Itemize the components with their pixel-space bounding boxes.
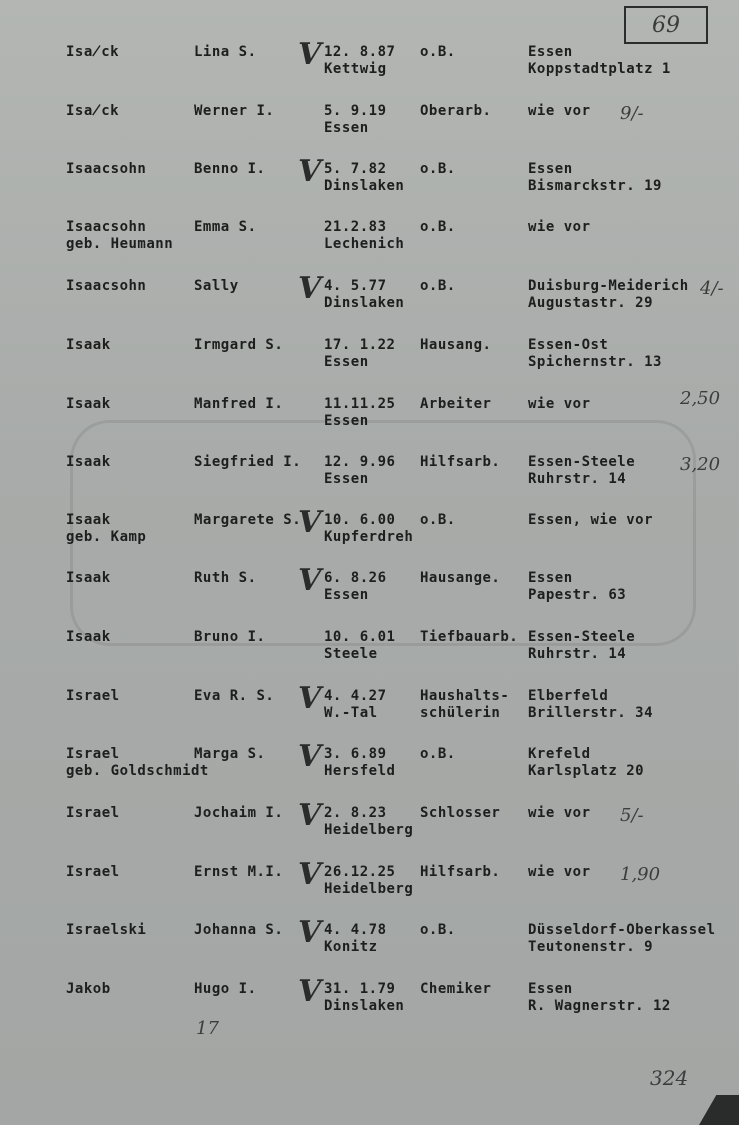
birth-place-text: Essen (324, 354, 369, 370)
occupation-text: Schlosser (420, 805, 501, 821)
surname-text: Isaak (66, 454, 111, 470)
residence-text: wie vor (528, 805, 591, 821)
occupation-text: o.B. (420, 512, 456, 528)
residence-line2-text: Augustastr. 29 (528, 295, 654, 311)
birth-place-text: Essen (324, 471, 369, 487)
surname-text: Israel (66, 746, 120, 762)
birth-date-text: 4. 4.27 (324, 688, 387, 704)
handwritten-note: 3,20 (680, 454, 721, 475)
residence-line2-text: Ruhrstr. 14 (528, 646, 627, 662)
handwritten-note: 4/- (700, 278, 724, 299)
birth-date-text: 2. 8.23 (324, 805, 387, 821)
given-name-text: Johanna S. (194, 922, 284, 938)
residence-text: wie vor (528, 864, 591, 880)
surname-text: Israel (66, 864, 120, 880)
page-number: 69 (652, 12, 680, 38)
birth-place-text: Steele (324, 646, 378, 662)
given-name-text: Irmgard S. (194, 337, 284, 353)
given-name-text: Ruth S. (194, 570, 257, 586)
surname-text: Isaacsohn (66, 219, 147, 235)
birth-date-text: 6. 8.26 (324, 570, 387, 586)
check-mark-icon: V (298, 739, 322, 774)
register-entry (0, 681, 739, 746)
residence-line2-text: Teutonenstr. 9 (528, 939, 654, 955)
occupation-text: o.B. (420, 278, 456, 294)
residence-text: Krefeld (528, 746, 591, 762)
birth-date-text: 17. 1.22 (324, 337, 396, 353)
residence-line2-text: R. Wagnerstr. 12 (528, 998, 671, 1014)
birth-place-text: W.-Tal (324, 705, 378, 721)
given-name-text: Sally (194, 278, 239, 294)
register-entry (0, 37, 739, 102)
residence-text: Düsseldorf-Oberkassel (528, 922, 716, 938)
surname-text: Isaak (66, 570, 111, 586)
check-mark-icon: V (298, 37, 322, 72)
given-name-text: Emma S. (194, 219, 257, 235)
residence-text: Essen-Steele (528, 629, 636, 645)
given-name-text: Manfred I. (194, 396, 284, 412)
given-name-text: Ernst M.I. (194, 864, 284, 880)
given-name-text: Eva R. S. (194, 688, 275, 704)
check-mark-icon: V (298, 857, 322, 892)
check-mark-icon: V (298, 974, 322, 1009)
register-entry (0, 219, 739, 277)
birth-date-text: 5. 7.82 (324, 161, 387, 177)
birth-date-text: 12. 9.96 (324, 454, 396, 470)
check-mark-icon: V (298, 154, 322, 189)
occupation-text: o.B. (420, 161, 456, 177)
birth-date-text: 4. 4.78 (324, 922, 387, 938)
check-mark-icon: V (298, 681, 322, 716)
footer-left-mark: 17 (196, 1018, 219, 1039)
occupation-text: Hausange. (420, 570, 501, 586)
surname-text: Isaak (66, 337, 111, 353)
birth-date-text: 26.12.25 (324, 864, 396, 880)
check-mark-icon: V (298, 505, 322, 540)
handwritten-note: 2,50 (680, 388, 721, 409)
birth-place-text: Kettwig (324, 61, 387, 77)
surname-text: Isa̸ck (66, 44, 120, 60)
register-entry (0, 798, 739, 863)
occupation-text: Chemiker (420, 981, 492, 997)
birth-place-text: Dinslaken (324, 178, 405, 194)
surname-text: Isaacsohn (66, 278, 147, 294)
residence-text: Essen-Steele (528, 454, 636, 470)
surname-line2-text: geb. Heumann (66, 236, 174, 252)
register-entry (0, 103, 739, 161)
birth-date-text: 31. 1.79 (324, 981, 396, 997)
given-name-text: Werner I. (194, 103, 275, 119)
check-mark-icon: V (298, 798, 322, 833)
residence-line2-text: Karlsplatz 20 (528, 763, 645, 779)
surname-text: Israel (66, 688, 120, 704)
residence-line2-text: Koppstadtplatz 1 (528, 61, 671, 77)
birth-date-text: 4. 5.77 (324, 278, 387, 294)
surname-text: Israelski (66, 922, 147, 938)
footer-right-mark: 324 (650, 1066, 689, 1090)
residence-text: Essen-Ost (528, 337, 609, 353)
occupation-text: Hilfsarb. (420, 864, 501, 880)
birth-place-text: Heidelberg (324, 822, 414, 838)
register-entry (0, 271, 739, 336)
birth-place-text: Lechenich (324, 236, 405, 252)
residence-text: Essen (528, 570, 573, 586)
surname-text: Isa̸ck (66, 103, 120, 119)
given-name-text: Margarete S. (194, 512, 302, 528)
surname-text: Jakob (66, 981, 111, 997)
occupation-text: Haushalts- (420, 688, 510, 704)
occupation-text: Oberarb. (420, 103, 492, 119)
check-mark-icon: V (298, 271, 322, 306)
register-entry (0, 337, 739, 395)
birth-place-text: Dinslaken (324, 295, 405, 311)
given-name-text: Benno I. (194, 161, 266, 177)
birth-place-text: Essen (324, 413, 369, 429)
register-entry (0, 388, 739, 454)
occupation-text: o.B. (420, 922, 456, 938)
surname-line2-text: geb. Kamp (66, 529, 147, 545)
register-entry (0, 915, 739, 980)
given-name-text: Marga S. (194, 746, 266, 762)
occupation-text: o.B. (420, 746, 456, 762)
birth-date-text: 3. 6.89 (324, 746, 387, 762)
occupation-text: Tiefbauarb. (420, 629, 519, 645)
surname-text: Israel (66, 805, 120, 821)
birth-place-text: Konitz (324, 939, 378, 955)
birth-place-text: Dinslaken (324, 998, 405, 1014)
handwritten-note: 5/- (620, 805, 644, 826)
residence-text: wie vor (528, 219, 591, 235)
register-entry (0, 505, 739, 570)
given-name-text: Siegfried I. (194, 454, 302, 470)
occupation-text: Hausang. (420, 337, 492, 353)
residence-text: Essen (528, 44, 573, 60)
surname-text: Isaak (66, 629, 111, 645)
surname-text: Isaacsohn (66, 161, 147, 177)
birth-place-text: Essen (324, 587, 369, 603)
register-entry (0, 154, 739, 219)
birth-place-text: Heidelberg (324, 881, 414, 897)
given-name-text: Jochaim I. (194, 805, 284, 821)
register-entry (0, 563, 739, 628)
handwritten-note: 9/- (620, 103, 644, 124)
surname-line2-text: geb. Goldschmidt (66, 763, 209, 779)
occupation-text: Arbeiter (420, 396, 492, 412)
residence-text: Essen, wie vor (528, 512, 654, 528)
register-entry (0, 739, 739, 804)
register-entry (0, 974, 739, 1039)
handwritten-note: 1,90 (620, 864, 661, 885)
page-number-box (624, 6, 708, 44)
residence-line2-text: Ruhrstr. 14 (528, 471, 627, 487)
birth-place-text: Hersfeld (324, 763, 396, 779)
occupation-text: Hilfsarb. (420, 454, 501, 470)
residence-line2-text: Spichernstr. 13 (528, 354, 662, 370)
birth-place-text: Kupferdreh (324, 529, 414, 545)
birth-date-text: 10. 6.00 (324, 512, 396, 528)
birth-date-text: 11.11.25 (324, 396, 396, 412)
given-name-text: Hugo I. (194, 981, 257, 997)
given-name-text: Lina S. (194, 44, 257, 60)
register-entry (0, 629, 739, 687)
given-name-text: Bruno I. (194, 629, 266, 645)
birth-date-text: 21.2.83 (324, 219, 387, 235)
check-mark-icon: V (298, 915, 322, 950)
occupation-line2-text: schülerin (420, 705, 501, 721)
occupation-text: o.B. (420, 44, 456, 60)
residence-text: Essen (528, 161, 573, 177)
birth-place-text: Essen (324, 120, 369, 136)
birth-date-text: 10. 6.01 (324, 629, 396, 645)
surname-text: Isaak (66, 396, 111, 412)
residence-line2-text: Bismarckstr. 19 (528, 178, 662, 194)
birth-date-text: 5. 9.19 (324, 103, 387, 119)
residence-text: Essen (528, 981, 573, 997)
residence-text: Elberfeld (528, 688, 609, 704)
residence-text: wie vor (528, 103, 591, 119)
surname-text: Isaak (66, 512, 111, 528)
residence-text: wie vor (528, 396, 591, 412)
occupation-text: o.B. (420, 219, 456, 235)
register-entry (0, 857, 739, 922)
residence-line2-text: Papestr. 63 (528, 587, 627, 603)
residence-text: Duisburg-Meiderich (528, 278, 689, 294)
check-mark-icon: V (298, 563, 322, 598)
birth-date-text: 12. 8.87 (324, 44, 396, 60)
residence-line2-text: Brillerstr. 34 (528, 705, 654, 721)
register-entry (0, 454, 739, 512)
